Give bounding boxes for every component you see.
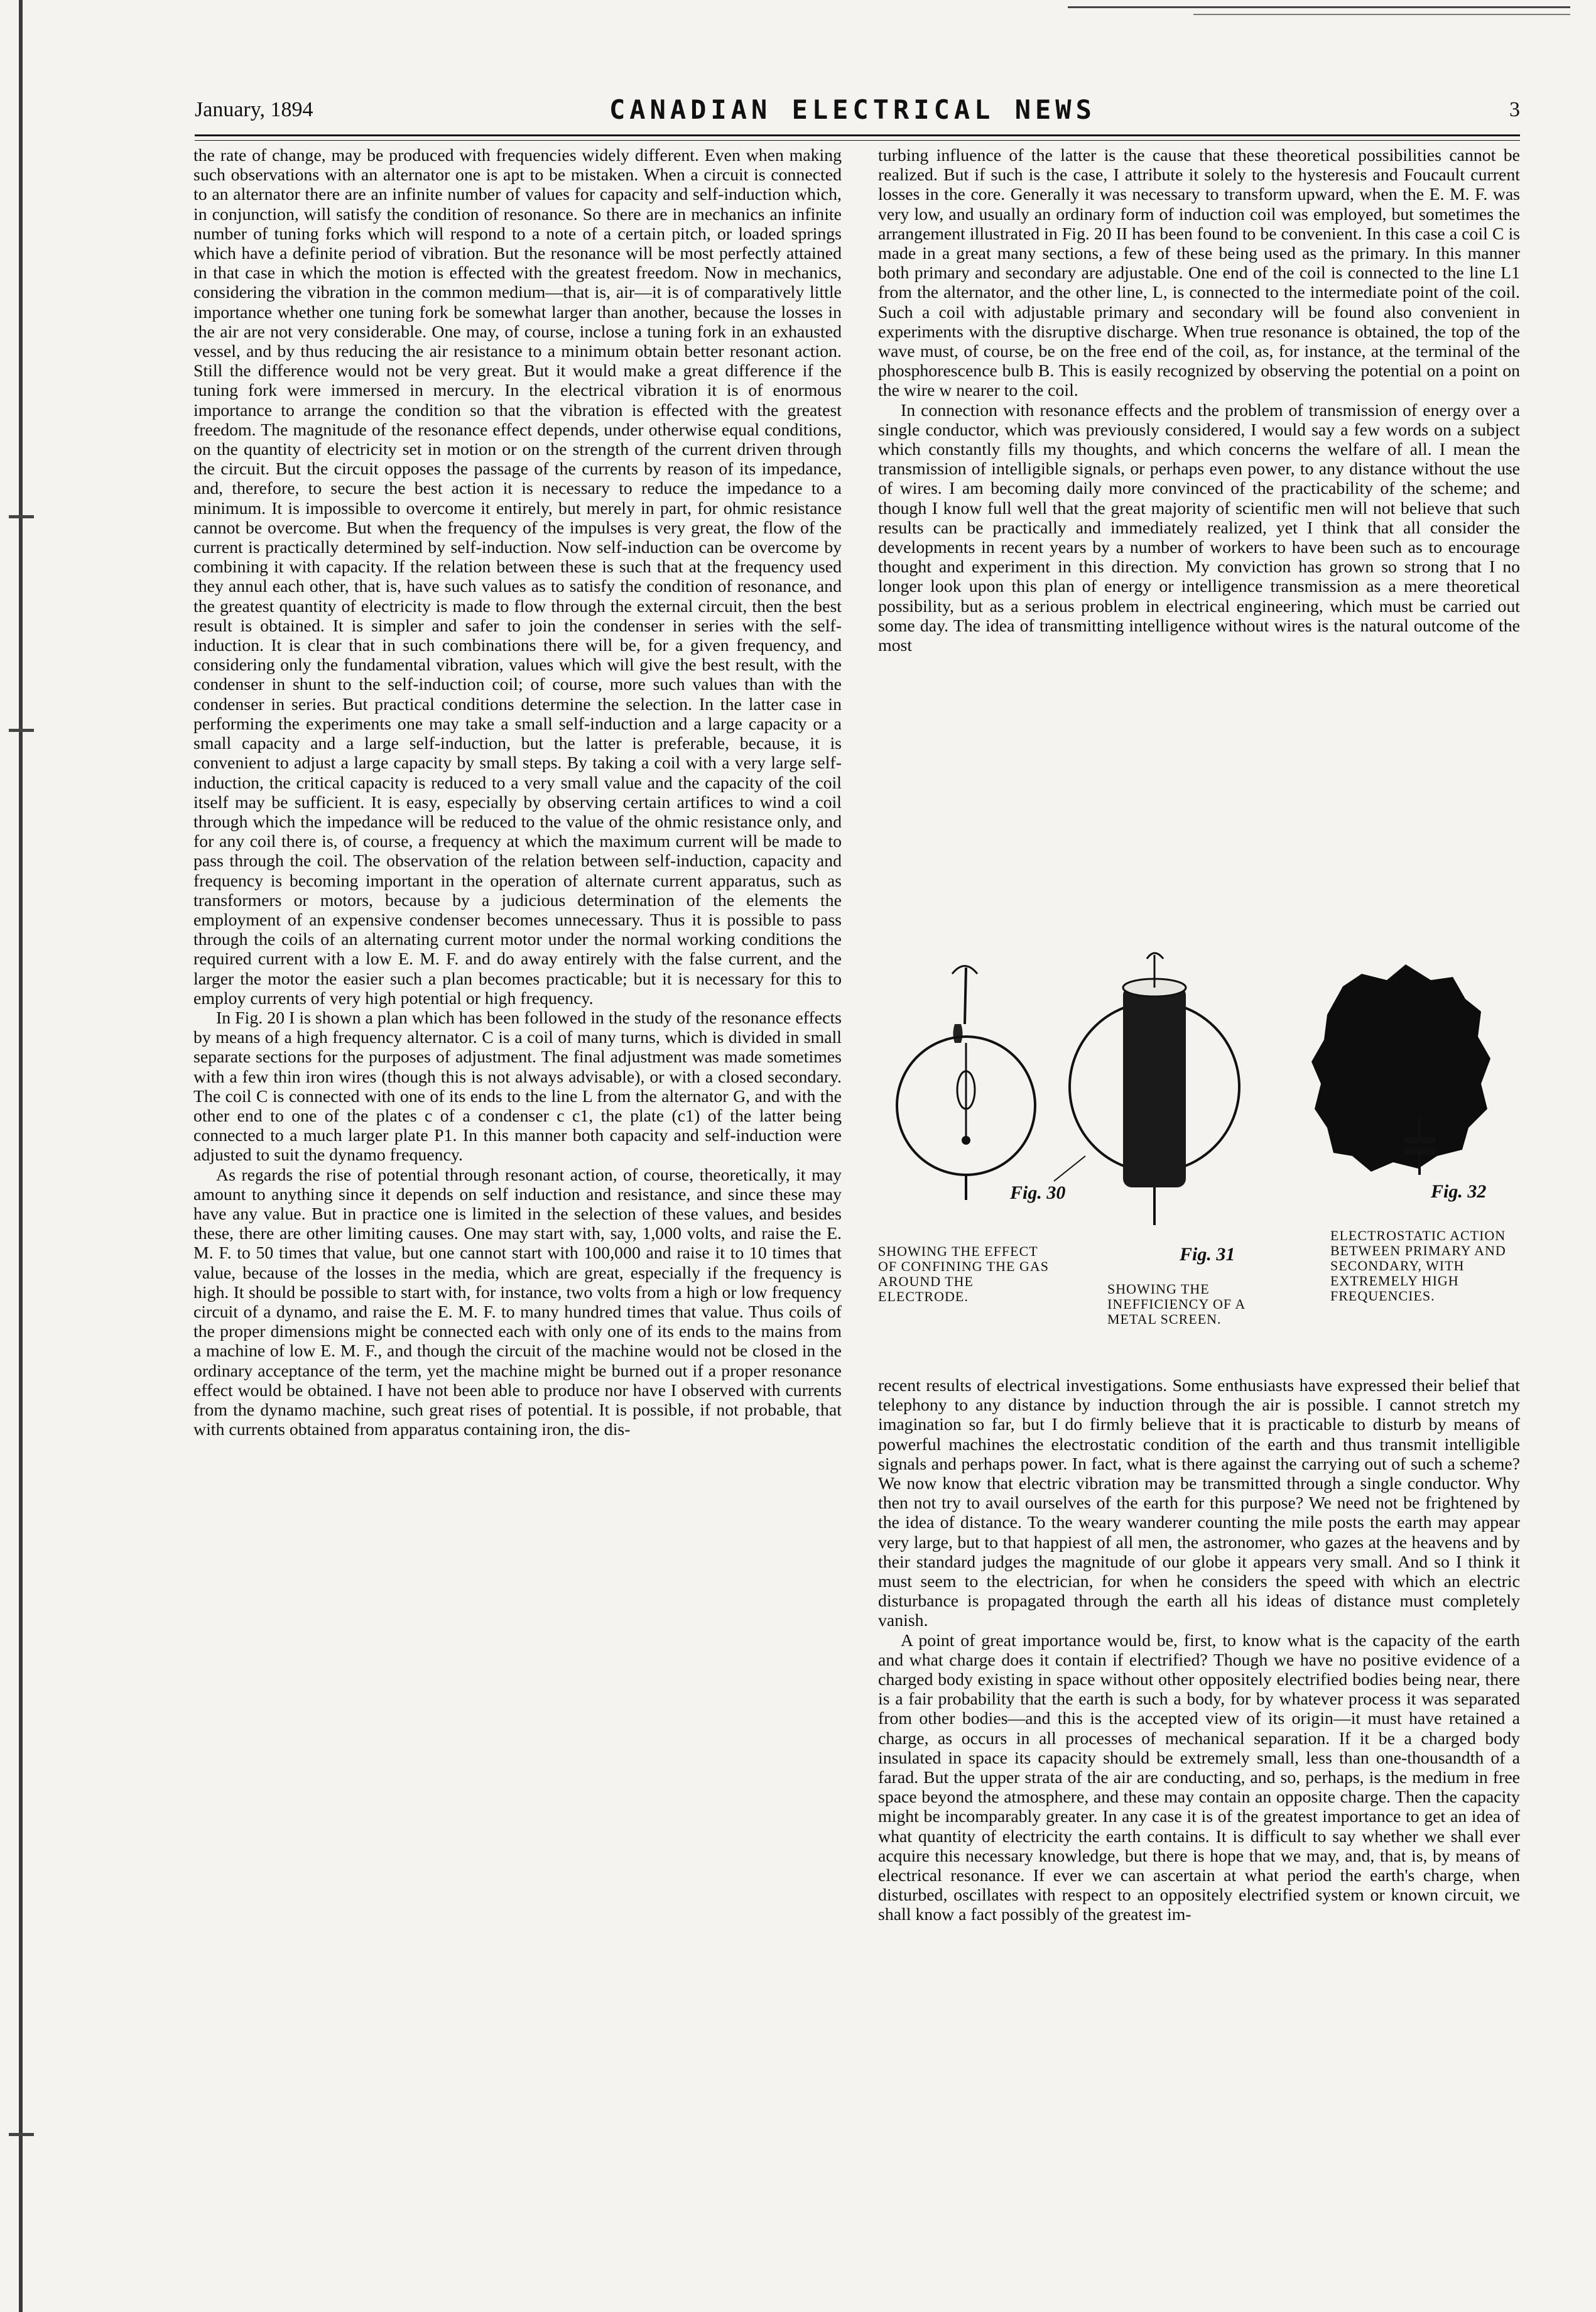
fig31-caption: SHOWING THE INEFFICIENCY OF A METAL SCREEN.: [1107, 1281, 1246, 1327]
scan-binding-edge: [19, 0, 23, 2312]
header-date: January, 1894: [195, 98, 313, 121]
fig30-label: Fig. 30: [1010, 1182, 1066, 1203]
page-header: [195, 93, 1520, 131]
page-number: 3: [1509, 98, 1520, 121]
scan-mark: [9, 515, 34, 518]
scan-top-rule: [1068, 6, 1570, 8]
scan-top-rule: [1193, 14, 1570, 15]
paragraph: In connection with resonance effects and the problem of transmission of energy over a single conductor, which was previously considered, I would say a few words on a subject which constantly fills my thoughts, and which concerns the welfare of all. I mean the transmission of intelligible signals, or perhaps even power, to any distance without the use of wires. I am becoming daily more convinced of the practicability of the scheme; and though I know full well that the great majority of scientific men will not believe that such results can be practically and immediately realized, yet I think that all consider the developments in recent years by a number of workers to have been such as to encourage thought and experiment in this direction. My conviction has grown so strong that I no longer look upon this plan of energy or intelligence transmission as a mere theoretical possibility, but as a serious problem in electrical engineering, which must be carried out some day. The idea of transmitting intelligence without wires is the natural outcome of the most: [878, 400, 1520, 656]
paragraph: A point of great importance would be, first, to know what is the capacity of the earth and what charge does it contain if electrified? Though we have no positive evidence of a charged body existing in space without other oppositely electrified bodies being near, there is a fair probability that the earth is such a body, for by whatever process it was separated from other bodies—and this is the accepted view of its origin—it must have retained a charge, as occurs in all processes of mechanical separation. If it be a charged body insulated in space its capacity should be extremely small, less than one-thousandth of a farad. But the upper strata of the air are conducting, and so, perhaps, is the medium in free space beyond the atmosphere, and these may contain an opposite charge. Then the capacity might be incomparably greater. In any case it is of the greatest importance to get an idea of what quantity of electricity the earth contains. It is difficult to say whether we shall ever acquire this necessary knowledge, but there is hope that we may, and, that is, by means of electrical resonance. If ever we can ascertain at what period the earth's charge, when disturbed, oscillates with respect to an oppositely electrified system or known circuit, we shall know a fact possibly of the greatest im-: [878, 1630, 1520, 1925]
paragraph: turbing influence of the latter is the cause that these theoretical possibilities cannot be realized. But if such is the case, I attribute it solely to the hysteresis and Foucault current losses in the core. Generally it was necessary to transform upward, when the E. M. F. was very low, and usually an ordinary form of induction coil was employed, but sometimes the arrangement illustrated in Fig. 20 II has been found to be convenient. In this case a coil C is made in a great many sections, a few of these being used as the primary. In this manner both primary and secondary are adjustable. One end of the coil is connected to the line L1 from the alternator, and the other line, L, is connected to the intermediate point of the coil. Such a coil with adjustable primary and secondary will be found also convenient in experiments with the disruptive discharge. When true resonance is obtained, the top of the wave must, of course, be on the free end of the coil, as, for instance, at the terminal of the phosphorescence bulb B. This is easily recognized by observing the potential on a point on the wire w nearer to the coil.: [878, 146, 1520, 401]
column-right-top: [878, 146, 1520, 924]
scan-mark: [9, 729, 34, 732]
fig30-bulb-illustration: [897, 966, 1035, 1201]
fig32-caption: ELECTROSTATIC ACTION BETWEEN PRIMARY AND SECONDARY, WITH EXTREMELY HIGH FREQUENCIES.: [1330, 1228, 1506, 1304]
paragraph: the rate of change, may be produced with frequencies widely different. Even when making such observations with an alternator one is apt to be mistaken. When a circuit is connected to an alternator there are an infinite number of values for capacity and self-induction which, in conjunction, will satisfy the condition of resonance. So there are in mechanics an infinite number of tuning forks which will respond to a note of a certain pitch, or loaded springs which have a definite period of vibration. But the resonance will be most perfectly attained in that case in which the motion is effected with the greatest freedom. Now in mechanics, considering the vibration in the common medium—that is, air—it is of comparatively little importance whether one tuning fork be somewhat larger than another, because the losses in the air are not very considerable. One may, of course, inclose a tuning fork in an exhausted vessel, and by thus reducing the air resistance to a minimum obtain better resonant action. Still the difference would not be very great. But it would make a great difference if the tuning fork were immersed in mercury. In the electrical vibration it is of enormous importance to arrange the condition so that the vibration is effected with the greatest freedom. The magnitude of the resonance effect depends, under otherwise equal conditions, on the quantity of electricity set in motion or on the strength of the current driven through the circuit. But the circuit opposes the passage of the currents by reason of its impedance, and, therefore, to secure the best action it is necessary to reduce the impedance to a minimum. It is impossible to overcome it entirely, but merely in part, for ohmic resistance cannot be overcome. But when the frequency of the impulses is very great, the flow of the current is practically determined by self-induction. Now self-induction can be overcome by combining it with capacity. If the relation between these is such that at the frequency used they annul each other, that is, have such values as to satisfy the condition of resonance, and the greatest quantity of electricity is made to flow through the external circuit, then the best result is obtained. It is simpler and safer to join the condenser in series with the self-induction. It is clear that in such combinations there will be, for a given frequency, and considering only the fundamental vibration, values which will give the best result, with the condenser in shunt to the self-induction coil; of course, more such values than with the condenser in series. But practical conditions determine the selection. In the latter case in performing the experiments one may take a small self-induction and a large capacity or a small capacity and a large self-induction, but the latter is preferable, because, it is convenient to adjust a large capacity by small steps. By taking a coil with a very large self-induction, the critical capacity is reduced to a very small value and the capacity of the coil itself may be sufficient. It is easy, especially by observing certain artifices to wind a coil through which the impedance will be reduced to the value of the ohmic resistance only, and for any coil there is, of course, a frequency at which the maximum current will be made to pass through the coil. The observation of the relation between self-induction, capacity and frequency is becoming important in the operation of alternate current apparatus, such as transformers or motors, because by a judicious determination of the elements the employment of an expensive condenser becomes unnecessary. Thus it is possible to pass through the coils of an alternating current motor under the normal working conditions the required current with a low E. M. F. and do away entirely with the false current, and the larger the motor the easier such a plan becomes practicable; but it is necessary for this to employ currents of very high potential or high frequency.: [193, 146, 842, 1008]
paragraph: As regards the rise of potential through resonant action, of course, theoretically, it may amount to anything since it depends on self induction and resistance, and since these may have any value. But in practice one is limited in the selection of these values, and besides these, there are other limiting causes. One may start with, say, 1,000 volts, and raise the E. M. F. to 50 times that value, but one cannot start with 100,000 and raise it to 10 times that value, because of the losses in the media, which are great, especially if the frequency is high. It should be possible to start with, for instance, two volts from a high or low frequency circuit of a dynamo, and raise the E. M. F. to many hundred times that value. Thus coils of the proper dimensions might be connected each with only one of its ends to the mains from a machine of low E. M. F., and though the circuit of the machine would not be closed in the ordinary acceptance of the term, yet the machine might be burned out if a proper resonance effect would be obtained. I have not been able to produce nor have I observed with currents from the dynamo machine, such great rises of potential. It is possible, if not probable, that with currents obtained from apparatus containing iron, the dis-: [193, 1165, 842, 1440]
column-right-bottom: [878, 1376, 1520, 2274]
fig31-label: Fig. 31: [1180, 1244, 1235, 1265]
column-left: [193, 146, 842, 2269]
header-rule: [195, 134, 1520, 141]
fig32-label: Fig. 32: [1431, 1181, 1487, 1202]
fig30-caption: SHOWING THE EFFECT OF CONFINING THE GAS AROUND THE ELECTRODE.: [878, 1243, 1050, 1304]
header-title: CANADIAN ELECTRICAL NEWS: [609, 94, 1096, 125]
scan-mark: [9, 2133, 34, 2136]
figures-block: [878, 949, 1520, 1363]
fig31-screen-illustration: [1054, 953, 1239, 1225]
paragraph: recent results of electrical investigations. Some enthusiasts have expressed their belief that telephony to any distance by induction through the air is possible. I cannot stretch my imagination so far, but I do firmly believe that it is practicable to disturb by means of powerful machines the electrostatic condition of the earth and thus transmit intelligible signals and perhaps power. In fact, what is there against the carrying out of such a scheme? We now know that electric vibration may be transmitted through a single conductor. Why then not try to avail ourselves of the earth for this purpose? We need not be frightened by the idea of distance. To the weary wanderer counting the mile posts the earth may appear very large, but to that happiest of all men, the astronomer, who gazes at the heavens and by their standard judges the magnitude of our globe it appears very small. And so I think it must seem to the electrician, for when he considers the speed with which an electric disturbance is propagated through the earth all his ideas of distance must completely vanish.: [878, 1376, 1520, 1631]
fig32-discharge-illustration: [1311, 964, 1490, 1175]
paragraph: In Fig. 20 I is shown a plan which has been followed in the study of the resonance effects by means of a high frequency alternator. C is a coil of many turns, which is divided in small separate sections for the purposes of adjustment. The final adjustment was made sometimes with a few thin iron wires (though this is not always advisable), or with a closed secondary. The coil C is connected with one of its ends to the line L from the alternator G, and with the other end to one of the plates c of a condenser c c1, the plate (c1) of the latter being connected to a much larger plate P1. In this manner both capacity and self-induction were adjusted to suit the dynamo frequency.: [193, 1008, 842, 1165]
